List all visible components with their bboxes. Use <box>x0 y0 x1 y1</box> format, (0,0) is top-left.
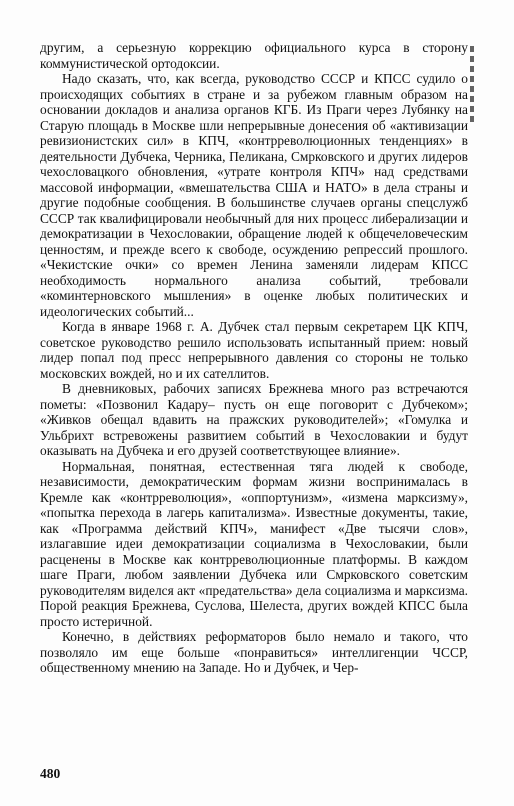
page-number: 480 <box>40 766 61 781</box>
paragraph: Когда в январе 1968 г. А. Дубчек стал первым секретарем ЦК КПЧ, советское руководство решило использовать испытанный прием: новый лидер попал под пресс непрерывного давления со стороны не только московских вождей, но и их сателлитов. <box>40 319 468 381</box>
page-edge-mark <box>470 46 474 124</box>
paragraph: Нормальная, понятная, естественная тяга людей к свободе, независимости, демократическим формам жизни воспринималась в Кремле как «контрреволюция», «оппортунизм», «измена марксизму», «попытка перехода в лагерь капитализма». Известные документы, такие, как «Программа действий КПЧ», манифест «Две тысячи слов», излагавшие идеи демократизации социализма в Чехословакии, были расценены в Москве как контрреволюционные платформы. В каждом шаге Праги, любом заявлении Дубчека или Смрковского советским руководителям виделся акт «предательства» дела социализма и марксизма. Порой реакция Брежнева, Суслова, Шелеста, других вождей КПСС была просто истеричной. <box>40 458 468 629</box>
paragraph: В дневниковых, рабочих записях Брежнева много раз встречаются пометы: «Позвонил Кадару– пусть он еще поговорит с Дубчеком»; «Живков обещал вдавить на пражских руководителей»; «Гомулка и Ульбрихт встревожены развитием событий в Чехословакии и будут оказывать на Дубчека и его друзей соответствующее влияние». <box>40 381 468 458</box>
paragraph: другим, а серьезную коррекцию официального курса в сторону коммунистической ортодоксии. <box>40 40 468 71</box>
body-text <box>40 40 468 676</box>
paragraph: Надо сказать, что, как всегда, руководство СССР и КПСС судило о происходящих событиях в стране и за рубежом главным образом на основании докладов и анализа органов КГБ. Из Праги через Лубянку на Старую площадь в Москве шли непрерывные донесения об «активизации ревизионистских сил» в КПЧ, «контрреволюционных тенденциях» в деятельности Дубчека, Черника, Пеликана, Смрковского и других лидеров чехословацкого обновления, «утрате контроля КПЧ» над средствами массовой информации, «вмешательства США и НАТО» в дела страны и другие подобные сообщения. В большинстве случаев органы спецслужб СССР так квалифицировали необычный для них процесс либерализации и демократизации в Чехословакии, обращение людей к общечеловеческим ценностям, и прежде всего к свободе, осуждению репрессий прошлого. «Чекистские очки» со времен Ленина заменяли лидерам КПСС необходимость нормального анализа событий, требовали «коминтерновского мышления» в оценке любых политических и идеологических событий... <box>40 71 468 319</box>
paragraph: Конечно, в действиях реформаторов было немало и такого, что позволяло им еще больше «понравиться» интеллигенции ЧССР, общественному мнению на Западе. Но и Дубчек, и Чер- <box>40 629 468 675</box>
